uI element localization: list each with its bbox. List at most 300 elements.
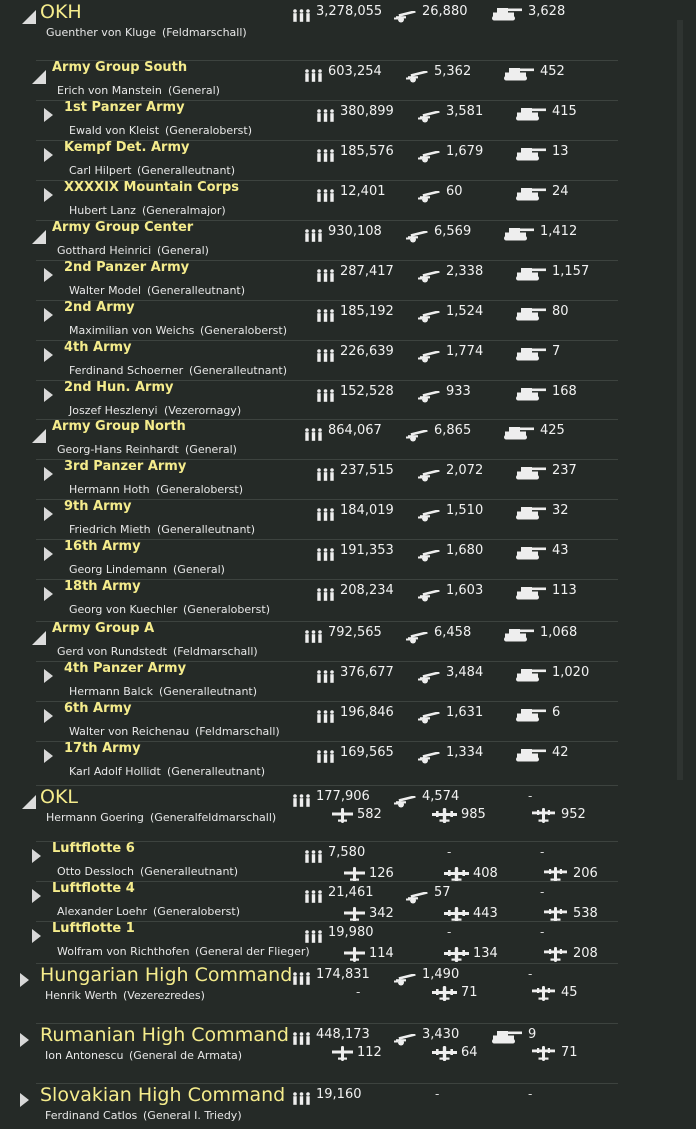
manpower-value: 21,461: [328, 885, 374, 900]
artillery-icon: [418, 669, 441, 688]
tanks-value: 1,412: [540, 224, 578, 239]
collapse-triangle-icon[interactable]: [22, 795, 36, 809]
commander-name: Friedrich Mieth: [69, 523, 151, 536]
unit-row[interactable]: [0, 1085, 696, 1129]
tanks-value: -: [528, 967, 533, 981]
manpower-value: 12,401: [340, 184, 386, 199]
unit-name: Luftflotte 6: [52, 841, 135, 856]
manpower-value: 185,192: [340, 304, 394, 319]
artillery-value: 1,631: [446, 705, 484, 720]
manpower-icon: [292, 1030, 311, 1049]
tank-icon: [516, 707, 547, 726]
commander-name: Hubert Lanz: [69, 204, 136, 217]
commander-name: Joszef Heszlenyi: [69, 404, 158, 417]
artillery-value: 6,569: [434, 224, 472, 239]
artillery-icon: [418, 587, 441, 606]
tank-icon: [516, 545, 547, 564]
commander-rank: (Generaloberst): [153, 905, 240, 918]
unit-name: Slovakian High Command: [40, 1084, 286, 1106]
transports-value: 952: [561, 807, 586, 822]
fighter-icon: [332, 808, 353, 827]
fighters-value: 342: [369, 906, 394, 921]
expand-triangle-icon[interactable]: [44, 507, 53, 521]
manpower-icon: [304, 628, 323, 647]
commander-rank: (Generalleutnant): [137, 164, 236, 177]
tanks-value: -: [528, 789, 533, 803]
transport-icon: [532, 986, 555, 1005]
manpower-icon: [292, 792, 311, 811]
commander-name: Hermann Balck: [69, 685, 154, 698]
expand-triangle-icon[interactable]: [44, 709, 53, 723]
manpower-icon: [292, 7, 311, 26]
unit-row[interactable]: [0, 787, 696, 843]
manpower-value: 174,831: [316, 967, 370, 982]
fighters-value: 114: [369, 946, 394, 961]
transport-icon: [532, 1046, 555, 1065]
manpower-icon: [316, 187, 335, 206]
unit-name: 2nd Army: [64, 300, 135, 315]
artillery-icon: [418, 507, 441, 526]
commander-name: Georg von Kuechler: [69, 603, 178, 616]
artillery-value: -: [447, 925, 452, 939]
commander-name: Alexander Loehr: [57, 905, 148, 918]
artillery-icon: [418, 108, 441, 127]
commander-rank: (General): [185, 443, 237, 456]
manpower-icon: [292, 970, 311, 989]
unit-name: Army Group North: [52, 419, 186, 434]
tanks-value: 43: [552, 543, 569, 558]
artillery-icon: [406, 228, 429, 247]
unit-name: 18th Army: [64, 579, 141, 594]
commander-name: Ion Antonescu: [45, 1049, 124, 1062]
artillery-value: 1,510: [446, 503, 484, 518]
manpower-value: 184,019: [340, 503, 394, 518]
manpower-icon: [316, 387, 335, 406]
fighters-value: -: [356, 985, 361, 999]
unit-name: 2nd Hun. Army: [64, 380, 174, 395]
commander-name: Gerd von Rundstedt: [57, 645, 167, 658]
bombers-value: 71: [461, 985, 478, 1000]
unit-row[interactable]: [0, 843, 696, 883]
manpower-value: 864,067: [328, 423, 382, 438]
unit-name: Luftflotte 4: [52, 881, 135, 896]
expand-triangle-icon[interactable]: [44, 308, 53, 322]
commander-name: Erich von Manstein: [57, 84, 162, 97]
manpower-icon: [316, 347, 335, 366]
expand-triangle-icon[interactable]: [44, 108, 53, 122]
commander-name: Walter Model: [69, 284, 142, 297]
transports-value: 538: [573, 906, 598, 921]
tank-icon: [504, 226, 535, 245]
manpower-icon: [304, 848, 323, 867]
scrollbar[interactable]: [677, 20, 683, 780]
unit-name: Army Group South: [52, 60, 188, 75]
commander-name: Hermann Hoth: [69, 483, 150, 496]
unit-row[interactable]: [0, 262, 696, 302]
tanks-value: -: [540, 925, 545, 939]
artillery-value: 57: [434, 885, 451, 900]
tank-icon: [516, 747, 547, 766]
manpower-value: 19,980: [328, 925, 374, 940]
expand-triangle-icon[interactable]: [44, 669, 53, 683]
transport-icon: [532, 808, 555, 827]
artillery-value: 4,574: [422, 789, 460, 804]
tanks-value: 168: [552, 384, 577, 399]
tank-icon: [516, 106, 547, 125]
unit-row[interactable]: [0, 342, 696, 382]
unit-row[interactable]: [0, 965, 696, 1025]
manpower-value: 448,173: [316, 1027, 370, 1042]
expand-triangle-icon[interactable]: [44, 148, 53, 162]
commander-rank: (Feldmarschall): [173, 645, 258, 658]
commander-name: Georg Lindemann: [69, 563, 168, 576]
manpower-value: 208,234: [340, 583, 394, 598]
unit-row[interactable]: [0, 623, 696, 663]
tanks-value: 237: [552, 463, 577, 478]
manpower-value: 152,528: [340, 384, 394, 399]
artillery-value: 1,679: [446, 144, 484, 159]
transports-value: 71: [561, 1045, 578, 1060]
commander-rank: (General): [168, 84, 220, 97]
tanks-value: 80: [552, 304, 569, 319]
artillery-value: 1,774: [446, 344, 484, 359]
artillery-icon: [418, 308, 441, 327]
unit-row[interactable]: [0, 102, 696, 142]
tanks-value: 3,628: [528, 4, 566, 19]
manpower-value: 196,846: [340, 705, 394, 720]
tanks-value: 7: [552, 344, 561, 359]
fighters-value: 582: [357, 807, 382, 822]
unit-row[interactable]: [0, 663, 696, 703]
tank-icon: [516, 386, 547, 405]
expand-triangle-icon[interactable]: [32, 849, 41, 863]
manpower-icon: [316, 586, 335, 605]
manpower-icon: [304, 888, 323, 907]
commander-name: Wolfram von Richthofen: [57, 945, 190, 958]
tanks-value: 24: [552, 184, 569, 199]
commander-rank: (General de Armata): [129, 1049, 243, 1062]
manpower-value: 792,565: [328, 625, 382, 640]
artillery-icon: [418, 388, 441, 407]
bomber-icon: [432, 1046, 457, 1065]
manpower-value: 380,899: [340, 104, 394, 119]
tanks-value: 425: [540, 423, 565, 438]
collapse-triangle-icon[interactable]: [32, 429, 46, 443]
manpower-value: 7,580: [328, 845, 366, 860]
row-divider: [36, 785, 618, 786]
commander-name: Ferdinand Schoerner: [69, 364, 184, 377]
artillery-value: 26,880: [422, 4, 468, 19]
artillery-icon: [418, 268, 441, 287]
unit-name: 3rd Panzer Army: [64, 459, 187, 474]
manpower-icon: [304, 227, 323, 246]
artillery-icon: [418, 348, 441, 367]
artillery-icon: [406, 427, 429, 446]
unit-name: 17th Army: [64, 741, 141, 756]
tank-icon: [516, 667, 547, 686]
manpower-value: 177,906: [316, 789, 370, 804]
manpower-icon: [316, 307, 335, 326]
commander-name: Walter von Reichenau: [69, 725, 190, 738]
artillery-value: -: [435, 1087, 440, 1101]
tanks-value: 1,020: [552, 665, 590, 680]
expand-triangle-icon[interactable]: [44, 188, 53, 202]
tanks-value: 1,157: [552, 264, 590, 279]
artillery-value: 60: [446, 184, 463, 199]
commander-rank: (Vezerezredes): [123, 989, 205, 1002]
artillery-icon: [394, 793, 417, 812]
manpower-value: 603,254: [328, 64, 382, 79]
unit-row[interactable]: [0, 2, 696, 62]
manpower-icon: [316, 267, 335, 286]
tanks-value: 113: [552, 583, 577, 598]
tanks-value: 1,068: [540, 625, 578, 640]
expand-triangle-icon[interactable]: [44, 348, 53, 362]
tank-icon: [516, 505, 547, 524]
unit-name: OKH: [40, 1, 82, 23]
fighters-value: 112: [357, 1045, 382, 1060]
tanks-value: 452: [540, 64, 565, 79]
manpower-icon: [304, 928, 323, 947]
commander-rank: (General): [157, 244, 209, 257]
tank-icon: [516, 346, 547, 365]
unit-name: Kempf Det. Army: [64, 140, 190, 155]
unit-name: Rumanian High Command: [40, 1024, 289, 1046]
commander-rank: (General I. Triedy): [143, 1109, 242, 1122]
expand-triangle-icon[interactable]: [32, 929, 41, 943]
artillery-icon: [406, 68, 429, 87]
artillery-value: 1,680: [446, 543, 484, 558]
unit-name: Army Group A: [52, 621, 155, 636]
unit-name: 1st Panzer Army: [64, 100, 185, 115]
artillery-value: 2,072: [446, 463, 484, 478]
artillery-value: 3,430: [422, 1027, 460, 1042]
artillery-icon: [418, 709, 441, 728]
tank-icon: [492, 1029, 523, 1048]
commander-rank: (Generalleutnant): [189, 364, 288, 377]
bombers-value: 443: [473, 906, 498, 921]
artillery-icon: [418, 188, 441, 207]
expand-triangle-icon[interactable]: [32, 889, 41, 903]
manpower-value: 226,639: [340, 344, 394, 359]
commander-name: Karl Adolf Hollidt: [69, 765, 161, 778]
unit-name: 9th Army: [64, 499, 132, 514]
commander-name: Georg-Hans Reinhardt: [57, 443, 179, 456]
transports-value: 45: [561, 985, 578, 1000]
commander-rank: (Generaloberst): [156, 483, 243, 496]
unit-row[interactable]: [0, 1025, 696, 1085]
unit-name: OKL: [40, 786, 78, 808]
commander-name: Otto Dessloch: [57, 865, 135, 878]
commander-rank: (Feldmarschall): [162, 26, 247, 39]
fighter-icon: [332, 1046, 353, 1065]
unit-row[interactable]: [0, 421, 696, 461]
unit-row[interactable]: [0, 883, 696, 923]
unit-row[interactable]: [0, 703, 696, 743]
tanks-value: 32: [552, 503, 569, 518]
bomber-icon: [432, 808, 457, 827]
artillery-value: 6,865: [434, 423, 472, 438]
tanks-value: -: [540, 885, 545, 899]
artillery-value: 1,524: [446, 304, 484, 319]
unit-row[interactable]: [0, 182, 696, 222]
unit-name: Army Group Center: [52, 220, 194, 235]
tanks-value: -: [540, 845, 545, 859]
manpower-value: 287,417: [340, 264, 394, 279]
manpower-icon: [316, 668, 335, 687]
commander-name: Ewald von Kleist: [69, 124, 160, 137]
expand-triangle-icon[interactable]: [44, 268, 53, 282]
artillery-value: 5,362: [434, 64, 472, 79]
unit-row[interactable]: [0, 142, 696, 182]
tank-icon: [516, 465, 547, 484]
commander-rank: (Generalleutnant): [159, 685, 258, 698]
collapse-triangle-icon[interactable]: [32, 230, 46, 244]
tanks-value: 415: [552, 104, 577, 119]
artillery-icon: [394, 8, 417, 27]
tank-icon: [492, 6, 523, 25]
commander-rank: (Generalleutnant): [157, 523, 256, 536]
collapse-triangle-icon[interactable]: [22, 10, 36, 24]
manpower-icon: [304, 67, 323, 86]
bombers-value: 134: [473, 946, 498, 961]
artillery-icon: [418, 547, 441, 566]
unit-row[interactable]: [0, 743, 696, 787]
tank-icon: [516, 186, 547, 205]
commander-name: Maximilian von Weichs: [69, 324, 195, 337]
commander-name: Guenther von Kluge: [46, 26, 157, 39]
manpower-icon: [316, 147, 335, 166]
tank-icon: [516, 146, 547, 165]
manpower-icon: [292, 1090, 311, 1109]
unit-row[interactable]: [0, 62, 696, 102]
transports-value: 206: [573, 866, 598, 881]
artillery-value: 3,581: [446, 104, 484, 119]
artillery-icon: [406, 629, 429, 648]
tank-icon: [504, 425, 535, 444]
commander-rank: (Vezerornagy): [164, 404, 242, 417]
commander-rank: (Generalleutnant): [140, 865, 239, 878]
bombers-value: 985: [461, 807, 486, 822]
unit-row[interactable]: [0, 923, 696, 965]
bombers-value: 64: [461, 1045, 478, 1060]
bomber-icon: [432, 986, 457, 1005]
tank-icon: [516, 585, 547, 604]
artillery-value: 1,603: [446, 583, 484, 598]
tank-icon: [504, 66, 535, 85]
manpower-value: 930,108: [328, 224, 382, 239]
artillery-value: 3,484: [446, 665, 484, 680]
commander-name: Ferdinand Catlos: [45, 1109, 138, 1122]
artillery-icon: [418, 749, 441, 768]
manpower-value: 237,515: [340, 463, 394, 478]
commander-rank: (Generalleutnant): [167, 765, 266, 778]
artillery-value: 6,458: [434, 625, 472, 640]
unit-row[interactable]: [0, 461, 696, 501]
unit-row[interactable]: [0, 581, 696, 623]
artillery-value: 933: [446, 384, 471, 399]
manpower-value: 376,677: [340, 665, 394, 680]
unit-row[interactable]: [0, 541, 696, 581]
unit-name: 4th Army: [64, 340, 132, 355]
transports-value: 208: [573, 946, 598, 961]
unit-name: 16th Army: [64, 539, 141, 554]
unit-row[interactable]: [0, 302, 696, 342]
tanks-value: 9: [528, 1027, 537, 1042]
expand-triangle-icon[interactable]: [44, 467, 53, 481]
tank-icon: [516, 306, 547, 325]
manpower-icon: [316, 506, 335, 525]
manpower-value: 185,576: [340, 144, 394, 159]
commander-name: Henrik Werth: [45, 989, 118, 1002]
commander-name: Gotthard Heinrici: [57, 244, 152, 257]
artillery-icon: [394, 1031, 417, 1050]
tank-icon: [516, 266, 547, 285]
unit-row[interactable]: [0, 222, 696, 262]
manpower-value: 191,353: [340, 543, 394, 558]
tank-icon: [504, 627, 535, 646]
manpower-value: 169,565: [340, 745, 394, 760]
expand-triangle-icon[interactable]: [44, 547, 53, 561]
commander-rank: (Generalleutnant): [147, 284, 246, 297]
tanks-value: 6: [552, 705, 561, 720]
tanks-value: -: [528, 1087, 533, 1101]
unit-name: 6th Army: [64, 701, 132, 716]
commander-rank: (Generaloberst): [165, 124, 252, 137]
manpower-icon: [316, 107, 335, 126]
manpower-icon: [316, 546, 335, 565]
artillery-value: 2,338: [446, 264, 484, 279]
expand-triangle-icon[interactable]: [20, 1093, 29, 1107]
manpower-value: 3,278,055: [316, 4, 383, 19]
bombers-value: 408: [473, 866, 498, 881]
manpower-icon: [316, 708, 335, 727]
commander-rank: (Generaloberst): [183, 603, 270, 616]
manpower-value: 19,160: [316, 1087, 362, 1102]
commander-rank: (Generalmajor): [142, 204, 226, 217]
collapse-triangle-icon[interactable]: [32, 631, 46, 645]
commander-rank: (General der Flieger): [195, 945, 310, 958]
unit-name: 4th Panzer Army: [64, 661, 187, 676]
artillery-icon: [418, 467, 441, 486]
manpower-icon: [316, 466, 335, 485]
unit-row[interactable]: [0, 501, 696, 541]
unit-name: 2nd Panzer Army: [64, 260, 190, 275]
artillery-icon: [418, 148, 441, 167]
artillery-icon: [406, 889, 429, 908]
manpower-icon: [316, 748, 335, 767]
artillery-value: 1,334: [446, 745, 484, 760]
commander-rank: (Generalfeldmarschall): [150, 811, 277, 824]
commander-rank: (Generaloberst): [200, 324, 287, 337]
manpower-icon: [304, 426, 323, 445]
tanks-value: 13: [552, 144, 569, 159]
expand-triangle-icon[interactable]: [20, 1033, 29, 1047]
expand-triangle-icon[interactable]: [20, 973, 29, 987]
expand-triangle-icon[interactable]: [44, 388, 53, 402]
fighters-value: 126: [369, 866, 394, 881]
tanks-value: 42: [552, 745, 569, 760]
commander-name: Hermann Goering: [46, 811, 144, 824]
collapse-triangle-icon[interactable]: [32, 70, 46, 84]
artillery-icon: [394, 971, 417, 990]
artillery-value: -: [447, 845, 452, 859]
unit-row[interactable]: [0, 382, 696, 421]
unit-name: Luftflotte 1: [52, 921, 135, 936]
artillery-value: 1,490: [422, 967, 460, 982]
expand-triangle-icon[interactable]: [44, 587, 53, 601]
expand-triangle-icon[interactable]: [44, 749, 53, 763]
